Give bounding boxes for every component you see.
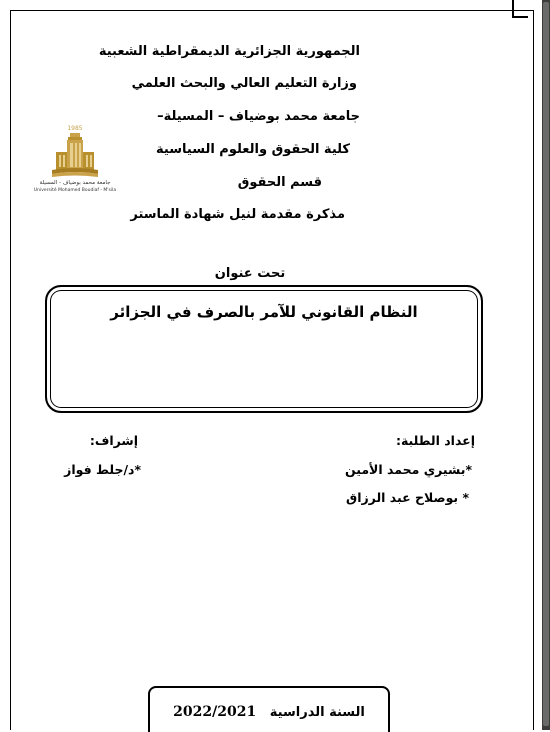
thesis-title: النظام القانوني للآمر بالصرف في الجزائر: [110, 303, 418, 321]
academic-year-box: [148, 686, 390, 732]
title-box: [45, 285, 483, 413]
academic-year: [150, 704, 388, 720]
frame-right: [533, 10, 534, 730]
frame-top: [10, 10, 534, 11]
academic-year-label: السنة الدراسية: [269, 705, 365, 720]
department-line: قسم الحقوق: [237, 175, 322, 190]
university-logo-icon: [33, 122, 117, 198]
frame-left: [10, 10, 11, 730]
logo-year: 1985: [67, 125, 83, 132]
university-line: جامعة محمد بوضياف – المسيلة–: [157, 109, 360, 124]
scrollbar-thumb[interactable]: [543, 2, 549, 726]
academic-year-value: 2022/2021: [173, 704, 257, 720]
logo-name-ar: جامعة محمد بوضياف - المسيلة: [39, 180, 111, 186]
thesis-type-line: مذكرة مقدمة لنيل شهادة الماستر: [130, 207, 345, 222]
ministry-line: وزارة التعليم العالي والبحث العلمي: [131, 76, 357, 91]
logo-name-fr: Université Mohamed Boudiaf - M'sila: [33, 188, 117, 193]
under-title-label: تحت عنوان: [214, 266, 286, 281]
crop-mark: [512, 0, 528, 18]
republic-line: الجمهورية الجزائرية الديمقراطية الشعبية: [98, 44, 360, 59]
faculty-line: كلية الحقوق والعلوم السياسية: [156, 142, 350, 157]
student-name-1: *بشيري محمد الأمين: [344, 462, 472, 477]
supervisor-name: *د/جلط فواز: [64, 462, 141, 477]
supervisor-label: إشراف:: [89, 433, 138, 448]
student-name-2: * بوصلاح عبد الرزاق: [346, 490, 469, 505]
students-label: إعداد الطلبة:: [395, 433, 475, 448]
